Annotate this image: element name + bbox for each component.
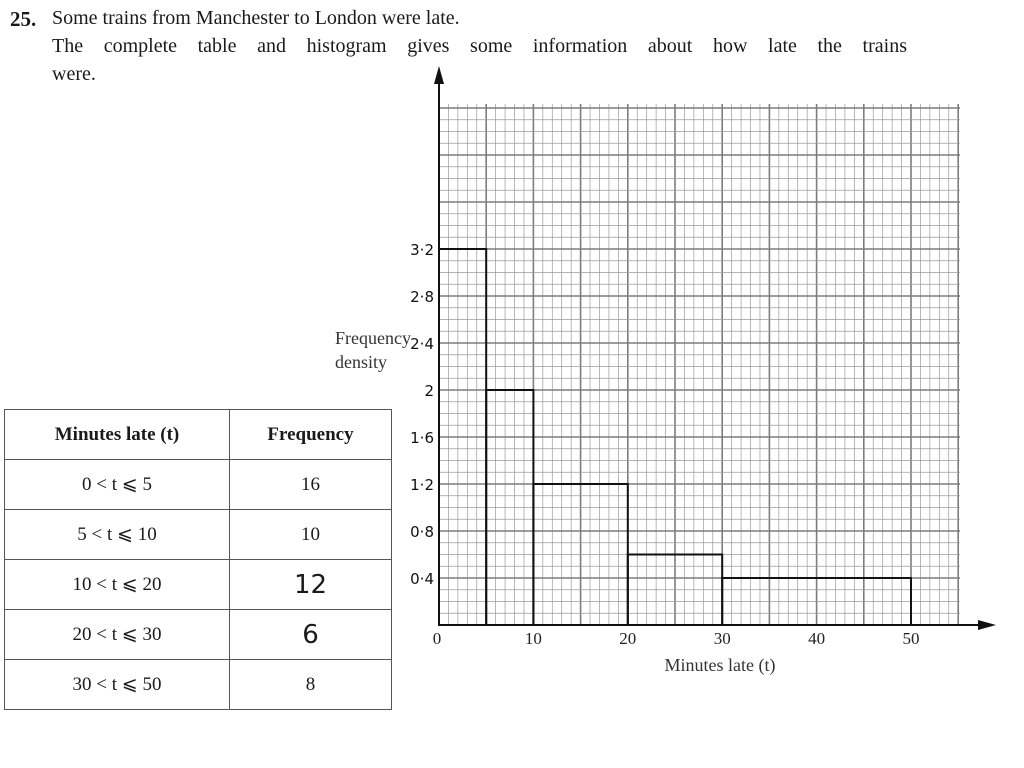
y-axis-label-line-2: density [335,352,387,372]
x-tick-label: 0 [432,629,442,648]
question-text-line-3: were. [52,63,96,85]
x-tick-label: 40 [808,629,826,648]
y-tick-label: 2·8 [410,288,434,306]
frequency-cell-handwritten: 6 [230,610,392,660]
frequency-cell: 10 [230,510,392,560]
x-tick-label: 30 [713,629,731,648]
question-text-line-1: Some trains from Manchester to London were late. [52,7,460,29]
interval-cell: 30 < t ⩽ 50 [5,660,230,710]
interval-cell: 10 < t ⩽ 20 [5,560,230,610]
x-tick-label: 20 [619,629,637,648]
x-axis-arrow [978,620,996,630]
x-tick-label: 10 [524,629,542,648]
x-axis-label: Minutes late (t) [664,655,776,675]
y-tick-label: 1·2 [410,476,434,494]
y-tick-label: 3·2 [410,241,434,259]
y-tick-label: 0·4 [410,570,434,588]
question-text-line-2: The complete table and histogram gives some information about how late the trains [52,35,907,57]
frequency-cell-handwritten: 12 [230,560,392,610]
x-tick-label: 50 [902,629,920,648]
interval-cell: 0 < t ⩽ 5 [5,460,230,510]
y-axis-arrow [434,66,444,84]
interval-cell: 5 < t ⩽ 10 [5,510,230,560]
y-tick-label: 0·8 [410,523,434,541]
y-tick-label: 2 [424,382,434,400]
grid [439,104,960,625]
frequency-cell: 8 [230,660,392,710]
question-number: 25. [10,7,37,31]
header-minutes-late: Minutes late (t) [5,410,230,460]
y-axis-label-line-1: Frequency [335,328,411,348]
y-tick-label: 2·4 [410,335,434,353]
interval-cell: 20 < t ⩽ 30 [5,610,230,660]
y-tick-label: 1·6 [410,429,434,447]
frequency-cell: 16 [230,460,392,510]
header-frequency: Frequency [230,410,392,460]
